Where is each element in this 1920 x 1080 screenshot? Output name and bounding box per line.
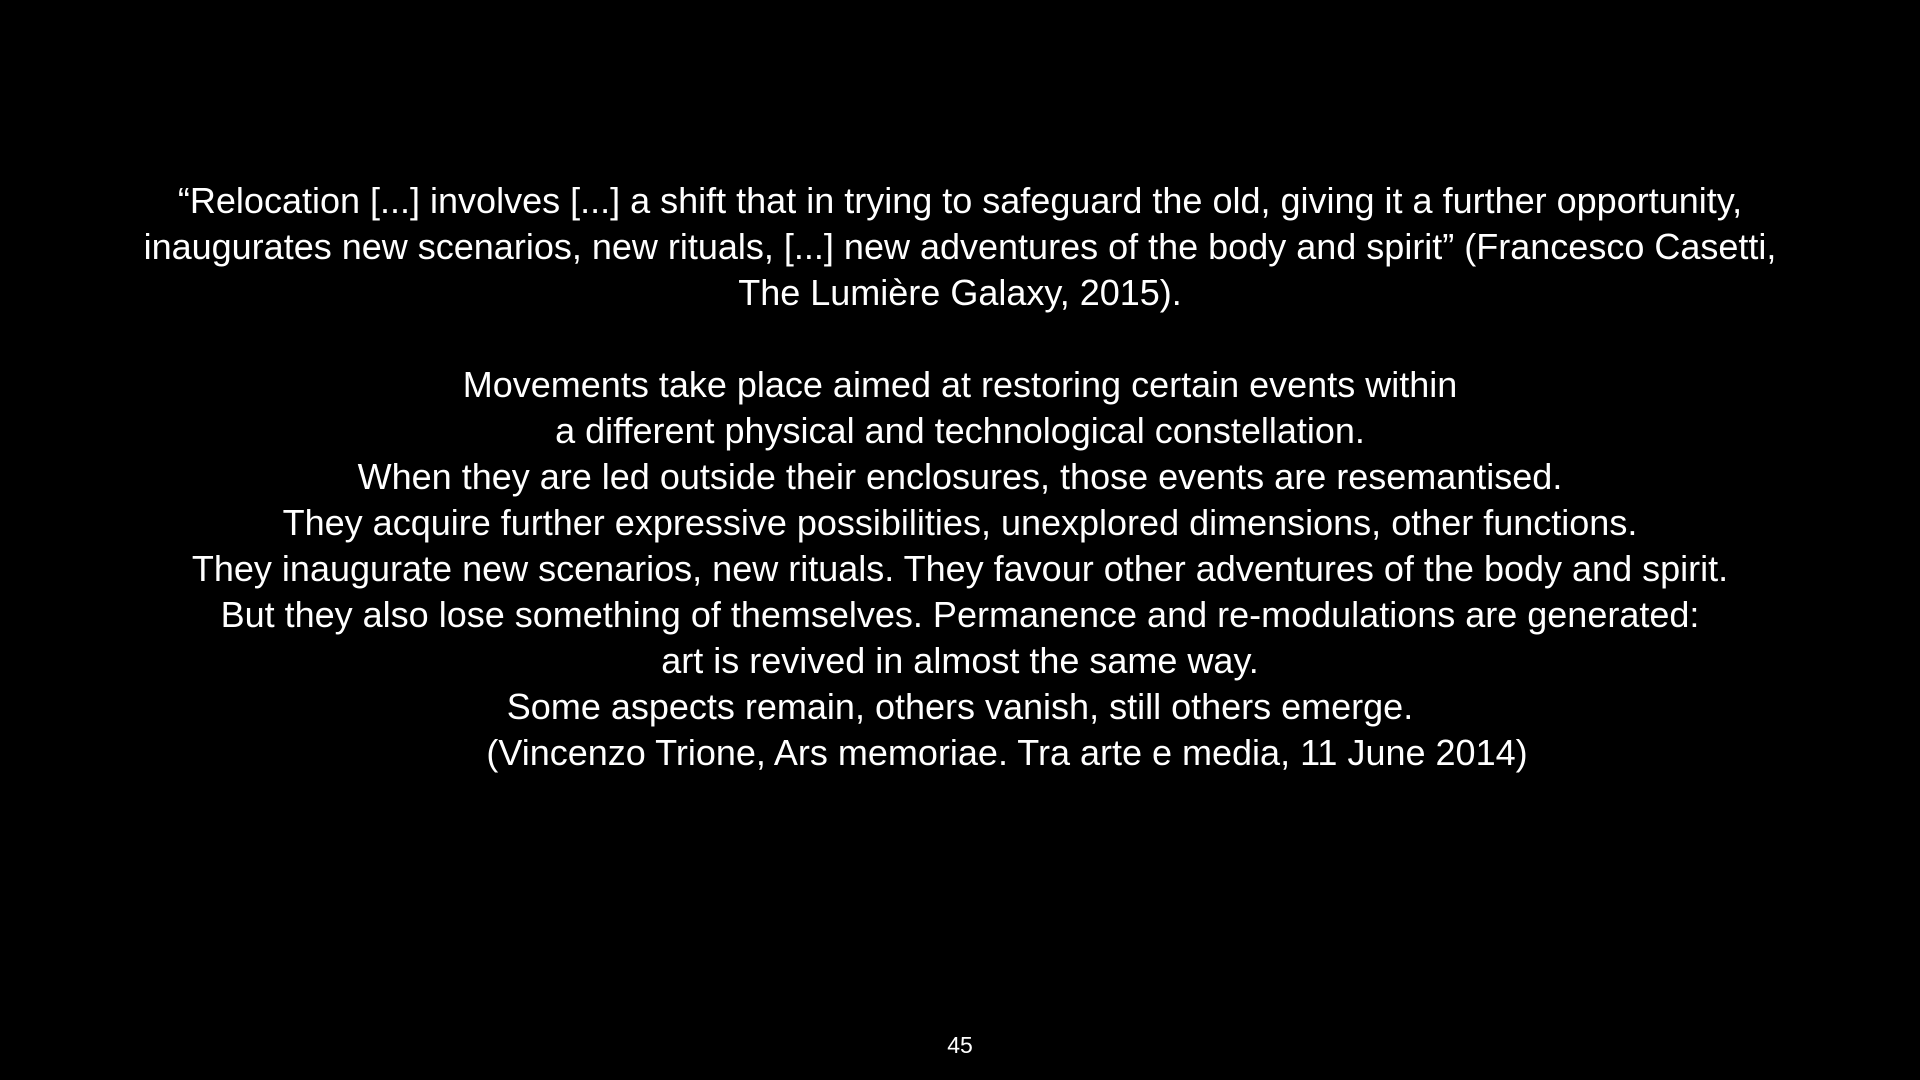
passage-line: But they also lose something of themselves. Permanence and re-modulations are generated: [220,594,1700,635]
quote-line: “Relocation [...] involves [...] a shift that in trying to safeguard the old, giving it a further opportunity, [177,180,1743,221]
page-number: 45 [947,1032,973,1058]
passage-line: Some aspects remain, others vanish, still others emerge. [506,686,1414,727]
passage-line: They inaugurate new scenarios, new rituals. They favour other adventures of the body and spirit. [191,548,1729,589]
passage-line: When they are led outside their enclosures, those events are resemantised. [357,456,1563,497]
passage-line: They acquire further expressive possibilities, unexplored dimensions, other functions. [282,502,1638,543]
passage-line: Movements take place aimed at restoring certain events within [462,364,1458,405]
passage-line: a different physical and technological constellation. [555,410,1365,451]
casetti-quote [0,178,1920,316]
quote-line: The Lumière Galaxy, 2015). [738,272,1182,313]
quote-line: inaugurates new scenarios, new rituals, [...] new adventures of the body and spirit” (Francesco Casetti, [143,226,1777,267]
trione-passage [0,362,1920,776]
passage-line: art is revived in almost the same way. [661,640,1259,681]
passage-attribution: (Vincenzo Trione, Ars memoriae. Tra arte e media, 11 June 2014) [486,732,1528,773]
